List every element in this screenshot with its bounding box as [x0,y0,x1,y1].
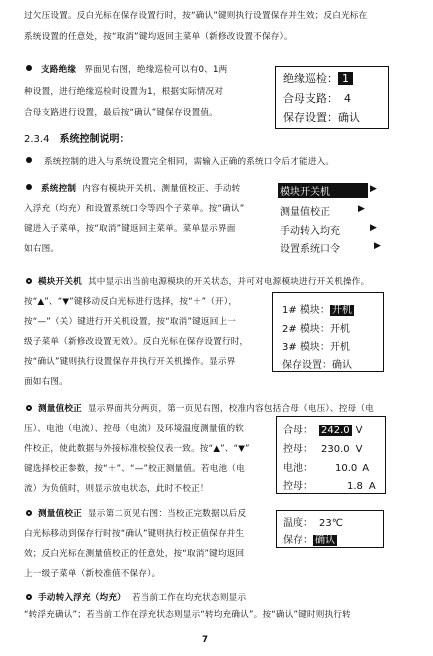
menu-item-set-password[interactable]: 设置系统口令 [280,244,340,255]
branch-heading [26,64,227,76]
branch-screen-row-3: 保存设置：确认 [283,111,360,124]
calib2-screen-row-1: 温度： 23℃ [283,518,343,529]
bullet-dot-icon [26,65,32,71]
calib-line-4: 键选择校正参数，按“＋”、“—”校正测量值。若电池（电 [24,464,245,474]
menu-item-module-switch[interactable]: 模块开关机 [278,183,368,198]
module-heading [26,276,369,288]
menu-item-manual-equalize[interactable]: 手动转入均充 [280,226,340,237]
menu-arrow-icon: ▶ [358,204,365,214]
section-title: 系统控制说明： [59,134,130,145]
manual-line-2: “转浮充确认”；若当前工作在浮充状态则显示“转均充确认”。按“确认”键时则执行转 [24,610,351,620]
calib-title: 测量值校正 [38,404,82,414]
bullet-dot-icon [26,184,32,190]
bullet-ring-icon [26,278,32,284]
bullet-ring-icon [26,405,32,411]
bullet-dot-icon [26,157,32,163]
sysctrl-line-1: 内容有模块开关机、测量值校正、手动转 [82,184,241,194]
calib-heading [26,403,374,415]
calib-line-3: 件校正，使此数据与外接标准校验仪表一致。按“▲”、“▼” [24,444,250,454]
calib2-screen-row-2: 保存： 确认 [283,535,335,546]
bullet-ring-icon [26,510,32,516]
sysctrl-title: 系统控制 [41,184,77,194]
branch-line-1: 界面见右图，绝缘巡检可以有0、1两 [84,65,228,75]
branch-screen-row-2: 合母支路： 4 [283,92,351,105]
branch-screen-row-1: 绝缘巡检： 1 [283,70,388,86]
calib-line-1: 显示界面共分两页，第一页见右图，校准内容包括合母（电压）、控母（电 [87,404,374,414]
calib2-line-2: 白光标移动到保存行时按“确认”键则执行校正值保存并生 [24,529,245,539]
branch-screen-cursor[interactable]: 1 [338,72,353,85]
section-heading [24,130,129,145]
branch-line-2: 种设置，进行绝缘巡检时设置为1，根据实际情况对 [24,87,224,97]
menu-arrow-icon: ▶ [370,223,377,233]
intro-line-2: 系统设置的任意处，按“取消”键均返回主菜单（新修改设置不保存）。 [24,32,293,42]
sysctrl-menu-screen [274,179,390,257]
enter-paragraph: 系统控制的进入与系统设置完全相同，需输入正确的系统口令后才能进入。 [26,156,334,168]
calib2-screen-cursor[interactable]: 确认 [315,535,335,546]
module-line-5: 按“确认”键则执行设置保存并执行开关机操作。显示界 [24,357,236,367]
manual-line-1: 若当前工作在均充状态则显示 [131,593,247,603]
menu-arrow-icon: ▶ [370,184,377,194]
sysctrl-line-2: 入浮充（均充）和设置系统口令等四个子菜单。按“确认” [24,204,245,214]
module-line-6: 面如右图。 [24,377,68,387]
calib2-line-3: 效；反白光标在测量值校正的任意处，按“取消”键均返回 [24,549,245,559]
branch-line-3: 合母支路进行设置，最后按“确认”键保存设置值。 [24,108,218,118]
calib-screen-cursor[interactable]: 242.0 [321,425,350,436]
module-screen-cursor[interactable]: 开机 [331,305,352,316]
bullet-ring-icon [26,594,32,600]
module-screen-row-4: 保存设置：确认 [282,360,352,371]
calib2-line-4: 上一级子菜单（新校准值不保存）。 [24,569,161,579]
calib2-title: 测量值校正 [38,509,82,519]
calib-screen-row-4: 控母： 1.8 A [283,481,376,492]
calib-screen [276,416,386,494]
calib2-heading [26,508,246,520]
manual-heading [26,592,246,604]
calib-screen-row-1: 合母： 242.0 V [283,425,363,436]
module-line-1: 其中显示出当前电源模块的开关状态，并可对电源模块进行开关机操作。 [87,277,370,287]
menu-item-calibration[interactable]: 测量值校正 [280,207,330,218]
module-screen-row-3: 3# 模块：开机 [282,342,350,353]
module-line-2: 按“▲”、“▼”键移动反白光标进行选择，按“＋”（开）， [24,297,238,307]
sysctrl-line-3: 键进入子菜单，按“取消”键返回主菜单。菜单显示界面 [24,224,236,234]
menu-arrow-icon: ▶ [374,241,381,251]
page-number: 7 [202,635,209,645]
module-screen-row-1: 1# 模块： 开机 [282,305,352,316]
module-title: 模块开关机 [38,277,82,287]
manual-title: 手动转入浮充（均充） [38,593,126,603]
calib-line-5: 流）为负值时，则显示放电状态，此时不校正！ [24,484,209,494]
module-screen [272,292,384,372]
intro-line-1: 过欠压设置。反白光标在保存设置行时，按“确认”键则执行设置保存并生效；反白光标在 [24,11,368,21]
section-number: 2.3.4 [24,134,50,145]
sysctrl-line-4: 如右图。 [24,244,60,254]
calib2-screen [276,510,384,548]
calib-screen-row-3: 电池： 10.0 A [283,463,370,474]
calib-screen-row-2: 控母： 230.0 V [283,444,363,455]
calib-line-2: 压）、电池（电流）、控母（电流）及环境温度测量值的软 [24,424,245,434]
module-screen-row-2: 2# 模块：开机 [282,324,350,335]
branch-screen [275,66,389,129]
sysctrl-heading [26,183,240,195]
module-line-3: 按“—”（关）键进行开关机设置，按“取消”键返回上一 [24,317,237,327]
module-line-4: 级子菜单（新修改设置无效）。反白光标在保存设置行时， [24,337,249,347]
calib2-line-1: 显示第二页见右图：当校正完数据以后反 [87,509,247,519]
branch-title: 支路绝缘 [41,65,77,75]
